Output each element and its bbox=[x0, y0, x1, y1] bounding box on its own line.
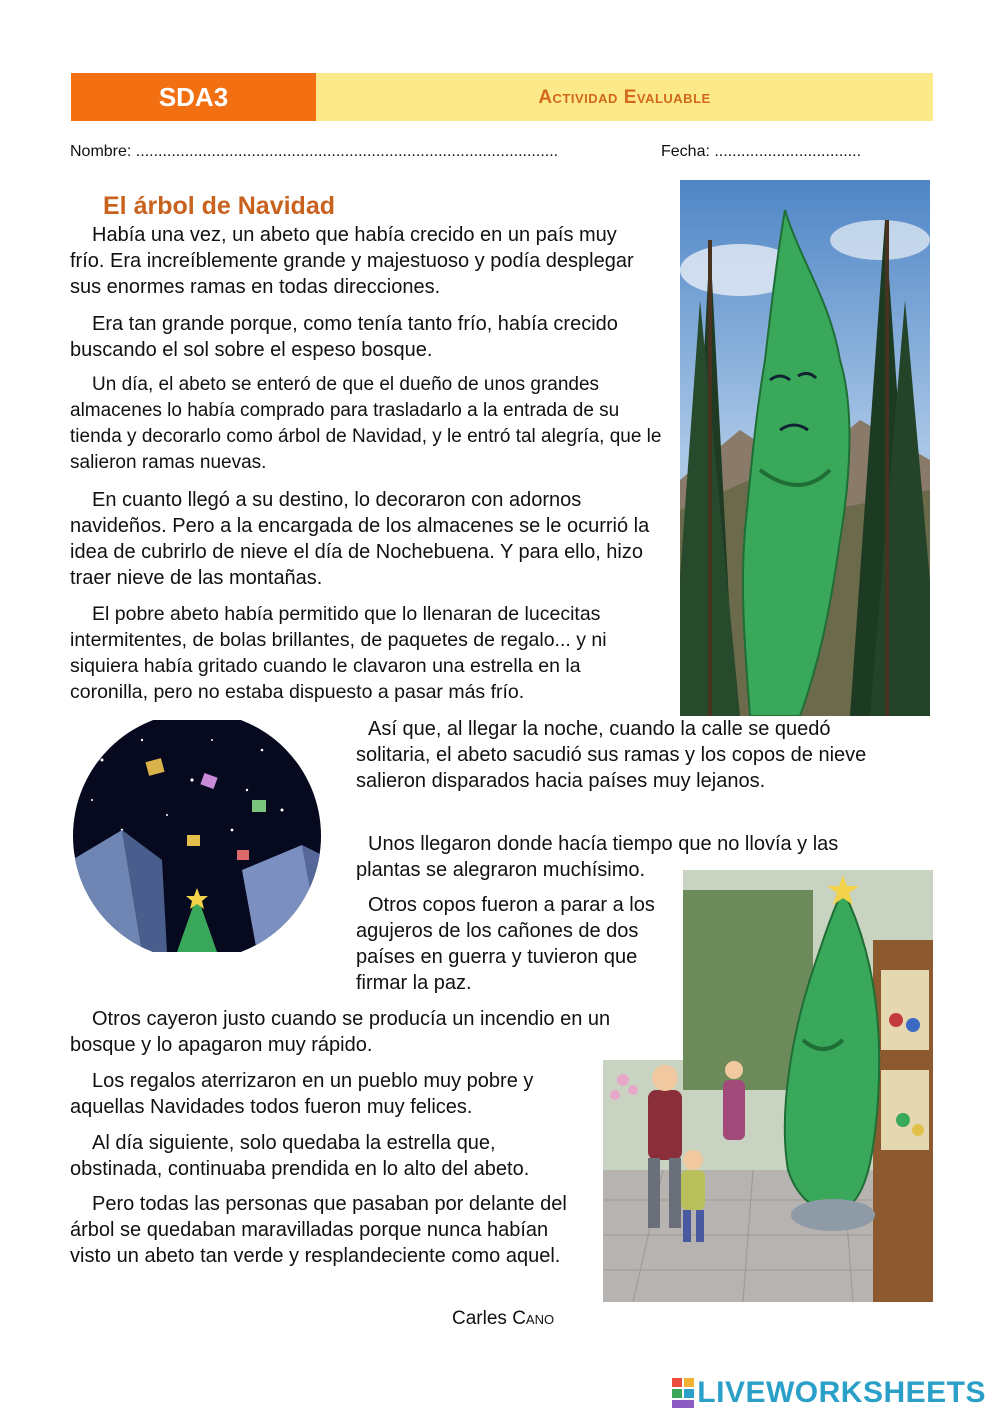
street-scene-illustration bbox=[603, 870, 933, 1302]
liveworksheets-logo bbox=[672, 1376, 986, 1410]
night-sky-illustration bbox=[72, 720, 322, 952]
story-paragraph: Un día, el abeto se enteró de que el dueño de unos grandes almacenes lo había comprado para trasladarlo a la entrada de su tienda y decorarlo como árbol de Navidad, y le entró tal alegría, que le salieron ramas nuevas. bbox=[70, 374, 662, 473]
story-paragraph: El pobre abeto había permitido que lo llenaran de lucecitas intermitentes, de bolas brillantes, de paquetes de regalo... y ni siquiera había gritado cuando le clavaron una estrella en la coronilla, pero no estaba dispuesto a pasar más frío. bbox=[70, 603, 607, 703]
name-field[interactable]: Nombre: ............................................................................................... bbox=[70, 143, 559, 160]
tree-forest-illustration bbox=[680, 180, 930, 716]
story-paragraph: En cuanto llegó a su destino, lo decoraron con adornos navideños. Pero a la encargada de los almacenes se le ocurrió la idea de cubrirlo de nieve el día de Nochebuena. Y para ello, hizo traer nieve de las montañas. bbox=[70, 489, 650, 589]
story-paragraph: Había una vez, un abeto que había crecido en un país muy frío. Era increíblemente grande y majestuoso y podía desplegar sus enormes ramas en todas direcciones. bbox=[70, 224, 634, 298]
unit-code-banner: SDA3 bbox=[71, 73, 316, 121]
story-paragraph: Pero todas las personas que pasaban por delante del árbol se quedaban maravilladas porque nunca habían visto un abeto tan verde y resplandeciente como aquel. bbox=[70, 1193, 567, 1267]
story-paragraph: Otros copos fueron a parar a los agujeros de los cañones de dos países en guerra y tuvieron que firmar la paz. bbox=[356, 894, 655, 994]
story-paragraph: Otros cayeron justo cuando se producía un incendio en un bosque y lo apagaron muy rápido. bbox=[70, 1008, 611, 1056]
author-credit: Carles Cano bbox=[452, 1308, 555, 1329]
story-paragraph: Al día siguiente, solo quedaba la estrella que, obstinada, continuaba prendida en lo alto del abeto. bbox=[70, 1132, 530, 1180]
story-title: El árbol de Navidad bbox=[103, 192, 336, 220]
story-paragraph: Los regalos aterrizaron en un pueblo muy pobre y aquellas Navidades todos fueron muy felices. bbox=[70, 1070, 534, 1118]
story-paragraph: Era tan grande porque, como tenía tanto frío, había crecido buscando el sol sobre el espeso bosque. bbox=[70, 313, 618, 361]
activity-type-banner: Actividad Evaluable bbox=[316, 73, 933, 121]
brand-name: LIVEWORKSHEETS bbox=[697, 1376, 986, 1409]
date-field[interactable]: Fecha: ................................. bbox=[661, 143, 862, 160]
story-paragraph: Unos llegaron donde hacía tiempo que no llovía y las plantas se alegraron muchísimo. bbox=[356, 833, 839, 881]
liveworksheets-icon bbox=[672, 1378, 694, 1408]
story-paragraph: Así que, al llegar la noche, cuando la calle se quedó solitaria, el abeto sacudió sus ramas y los copos de nieve salieron disparados hacia países muy lejanos. bbox=[356, 718, 867, 792]
